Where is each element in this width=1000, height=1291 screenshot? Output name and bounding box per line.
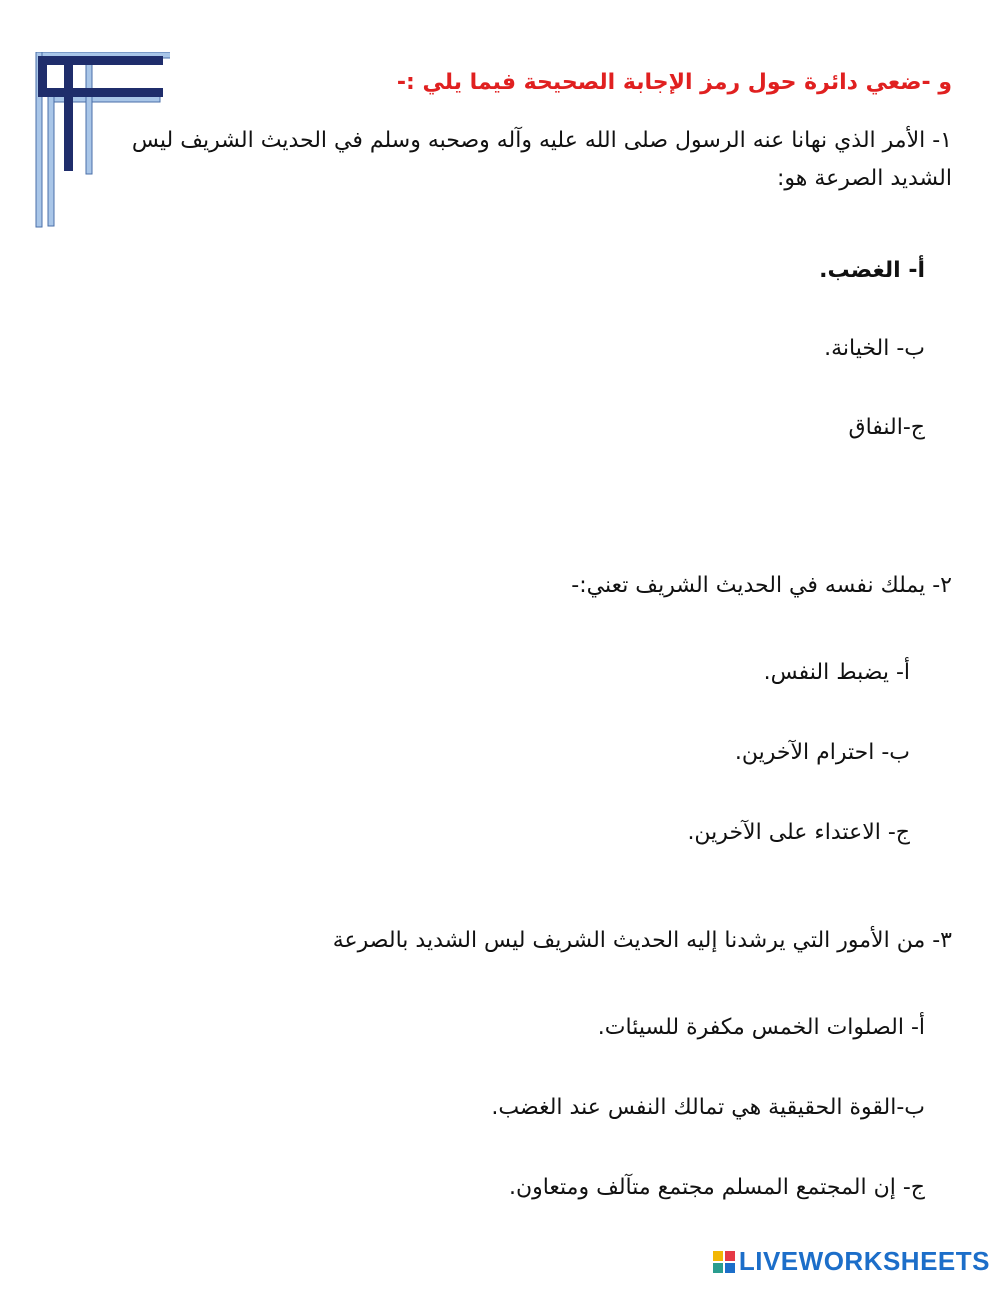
question-1-text: ١- الأمر الذي نهانا عنه الرسول صلى الله عليه وآله وصحبه وسلم في الحديث الشريف ليس الشديد الصرعة هو: xyxy=(131,128,952,191)
question-2-option-c[interactable]: ج- الاعتداء على الآخرين. xyxy=(687,820,910,845)
liveworksheets-logo-icon xyxy=(713,1251,735,1273)
instruction-heading: و -ضعي دائرة حول رمز الإجابة الصحيحة فيما يلي :- xyxy=(396,70,952,95)
liveworksheets-watermark xyxy=(713,1246,990,1277)
question-3-text: ٣- من الأمور التي يرشدنا إليه الحديث الشريف ليس الشديد بالصرعة xyxy=(332,928,952,953)
question-3-option-b[interactable]: ب-القوة الحقيقية هي تمالك النفس عند الغضب. xyxy=(491,1095,925,1120)
question-3-option-c[interactable]: ج- إن المجتمع المسلم مجتمع متآلف ومتعاون. xyxy=(508,1175,925,1200)
question-3-option-a[interactable]: أ- الصلوات الخمس مكفرة للسيئات. xyxy=(597,1015,925,1040)
question-1-option-a[interactable]: أ- الغضب. xyxy=(819,258,925,283)
question-2-text: ٢- يملك نفسه في الحديث الشريف تعني:- xyxy=(571,573,952,598)
question-2-option-a[interactable]: أ- يضبط النفس. xyxy=(763,660,910,685)
question-1-option-c[interactable]: ج-النفاق xyxy=(848,415,925,440)
watermark-text: LIVEWORKSHEETS xyxy=(738,1246,990,1276)
question-2-option-b[interactable]: ب- احترام الآخرين. xyxy=(734,740,910,765)
question-1-option-b[interactable]: ب- الخيانة. xyxy=(824,336,925,361)
